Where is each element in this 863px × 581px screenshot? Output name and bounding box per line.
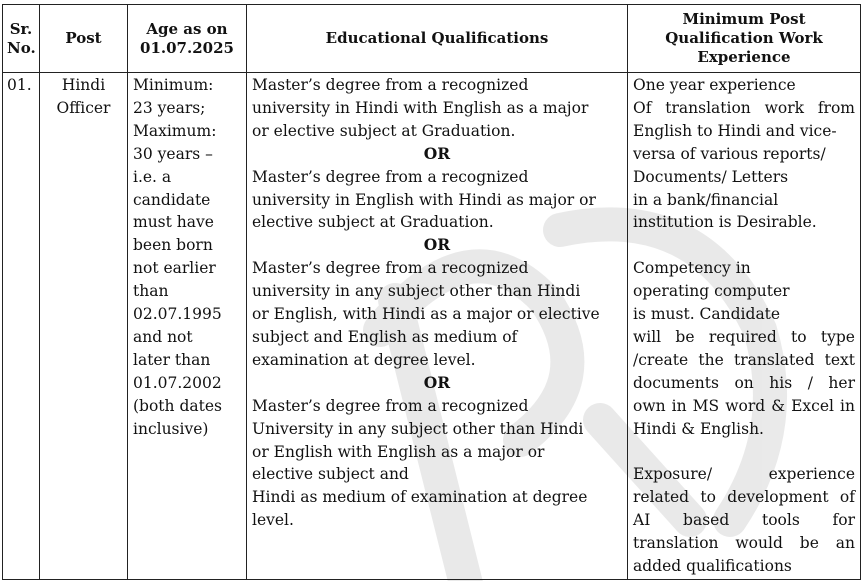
- cell-work-experience: One year experience Of translation work from English to Hindi and vice- versa of various reports/ Documents/ Letters in a bank/financial institution is Desirable. Competency in operating computer is must. Candidate will be required to type /create the translated text documents on his / her own in MS word & Excel in Hindi & English. Exposure/ experience related to development of AI based tools for translation would be an added qualifications: [628, 73, 861, 580]
- header-row: [3, 5, 861, 73]
- header-age: Age as on 01.07.2025: [128, 5, 247, 73]
- header-educational-qualifications: Educational Qualifications: [247, 5, 628, 73]
- cell-post: Hindi Officer: [40, 73, 128, 580]
- table-row: [3, 73, 861, 580]
- or-separator: OR: [423, 143, 451, 163]
- header-work-experience: Minimum Post Qualification Work Experience: [628, 5, 861, 73]
- or-separator: OR: [423, 235, 451, 255]
- cell-educational-qualifications: Master’s degree from a recognized university in Hindi with English as a major or elective subject at Graduation. OR Master’s degree from a recognized university in English with Hindi as major or elective subject at Graduation. OR Master’s degree from a recognized university in any subject other than Hindi or English, with Hindi as a major or elective subject and English as medium of examination at degree level. OR Master’s degree from a recognized University in any subject other than Hindi or English with English as a major or elective subject and Hindi as medium of examination at degree level.: [247, 73, 628, 580]
- qualification-table: [2, 4, 861, 580]
- or-separator: OR: [423, 372, 451, 392]
- header-post: Post: [40, 5, 128, 73]
- header-sr-no: Sr. No.: [3, 5, 40, 73]
- cell-age: Minimum: 23 years; Maximum: 30 years – i.e. a candidate must have been born not earlier than 02.07.1995 and not later than 01.07.2002 (both dates inclusive): [128, 73, 247, 580]
- cell-sr-no: 01.: [3, 73, 40, 580]
